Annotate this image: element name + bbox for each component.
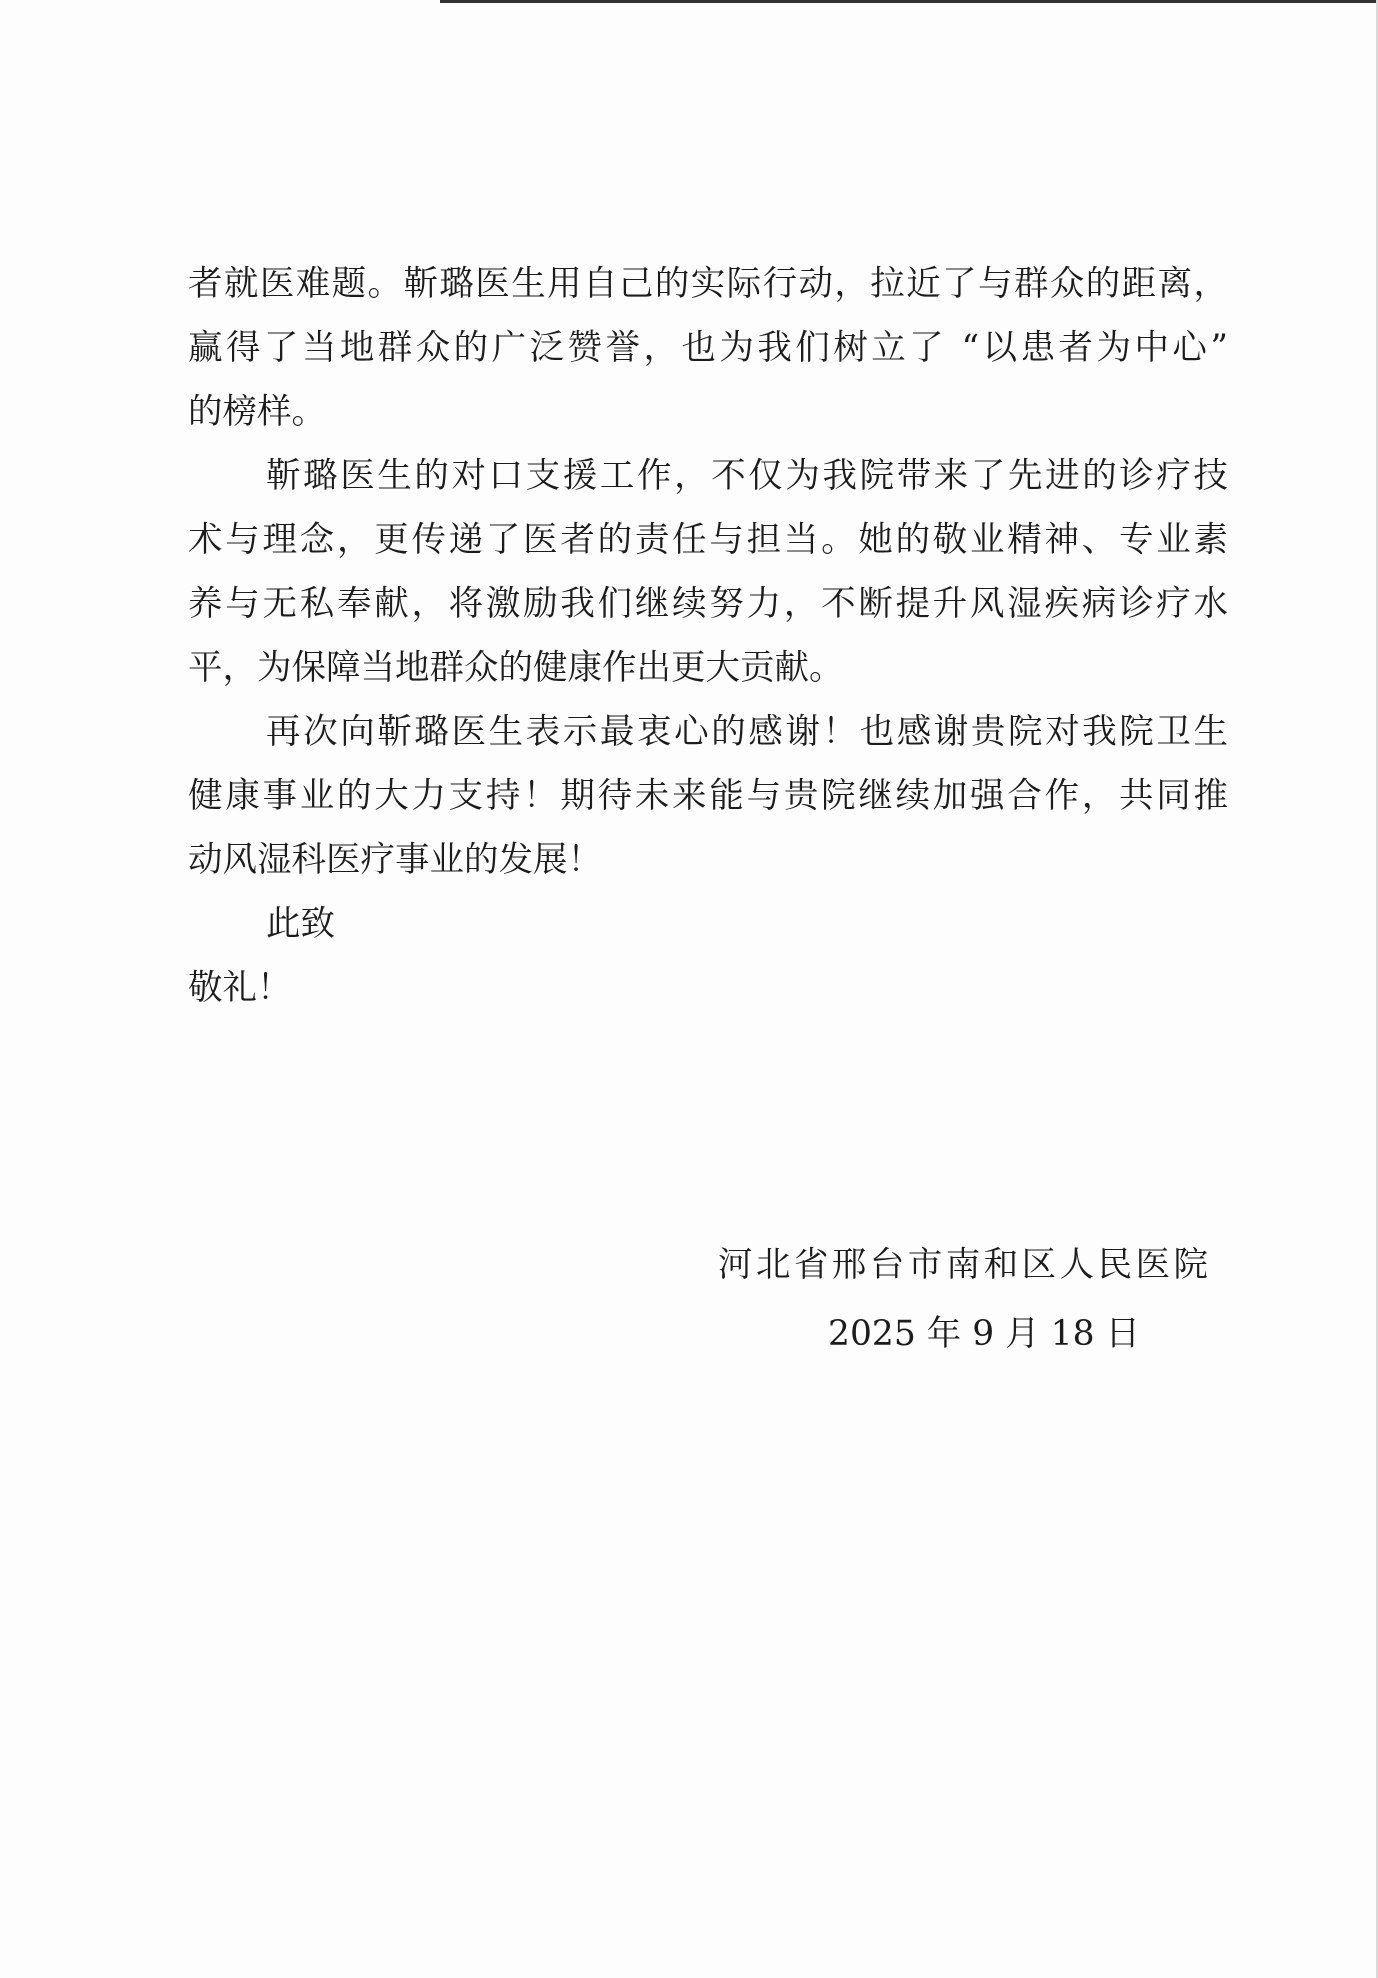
closing-salutation: 此致 [266,904,335,944]
scan-edge-top [440,0,1378,3]
paragraph-line: 健康事业的大力支持！期待未来能与贵院继续加强合作，共同推 [188,776,1228,816]
paragraph-line: 者就医难题。靳璐医生用自己的实际行动，拉近了与群众的距离， [188,264,1228,304]
paragraph-line: 再次向靳璐医生表示最衷心的感谢！也感谢贵院对我院卫生 [266,712,1228,752]
paragraph-line: 术与理念，更传递了医者的责任与担当。她的敬业精神、专业素 [188,520,1228,560]
closing-regards: 敬礼！ [188,968,292,1008]
paragraph-line: 平，为保障当地群众的健康作出更大贡献。 [188,648,844,688]
paragraph-line: 靳璐医生的对口支援工作，不仅为我院带来了先进的诊疗技 [266,456,1228,496]
paragraph-line: 赢得了当地群众的广泛赞誉，也为我们树立了 “以患者为中心” [188,328,1228,368]
paragraph-line: 的榜样。 [188,392,326,432]
signature-date: 2025 年 9 月 18 日 [828,1314,1140,1354]
letter-body [188,252,1228,1020]
signature-organization: 河北省邢台市南和区人民医院 [718,1245,1208,1285]
paragraph-line: 养与无私奉献，将激励我们继续努力，不断提升风湿疾病诊疗水 [188,584,1228,624]
paragraph-line: 动风湿科医疗事业的发展！ [188,840,602,880]
